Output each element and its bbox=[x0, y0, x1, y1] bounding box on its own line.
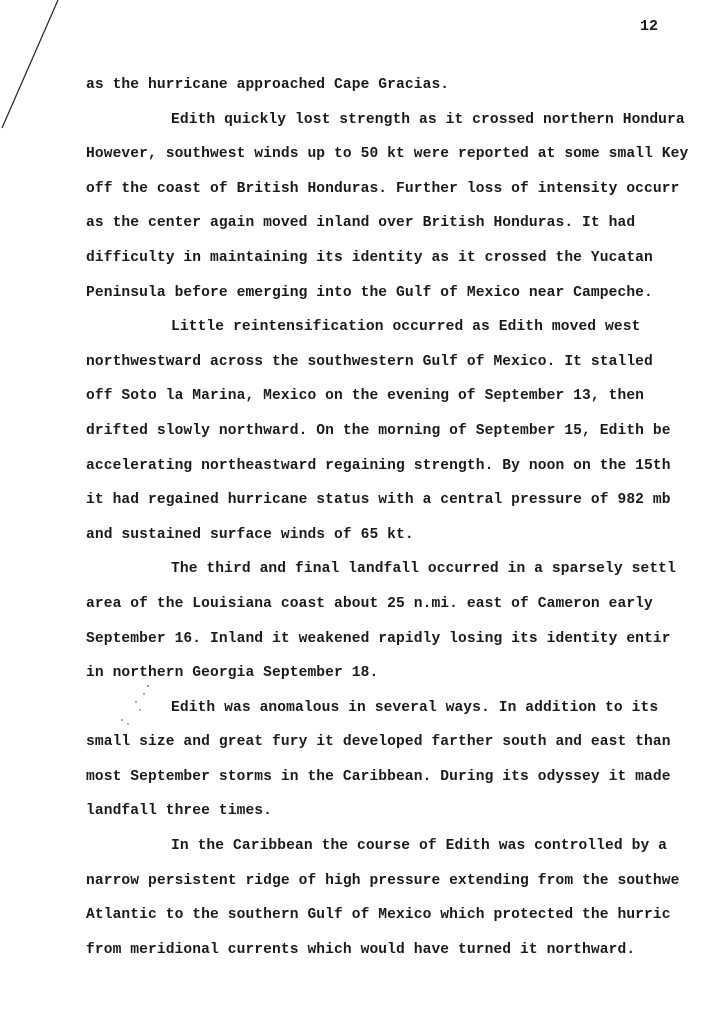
text-line: as the center again moved inland over British Honduras. It had bbox=[86, 215, 636, 232]
text-line: from meridional currents which would have turned it northward. bbox=[86, 941, 636, 958]
text-line: Atlantic to the southern Gulf of Mexico which protected the hurric bbox=[86, 907, 671, 924]
text-line: as the hurricane approached Cape Gracias. bbox=[86, 77, 450, 93]
text-line: off Soto la Marina, Mexico on the evening of September 13, then bbox=[86, 388, 645, 405]
text-line: Edith quickly lost strength as it crossed northern Hondura bbox=[171, 111, 685, 128]
text-line: in northern Georgia September 18. bbox=[86, 665, 379, 682]
text-line: and sustained surface winds of 65 kt. bbox=[86, 526, 414, 543]
text-line: accelerating northeastward regaining strength. By noon on the 15th bbox=[86, 457, 671, 474]
text-line: drifted slowly northward. On the morning of September 15, Edith be bbox=[86, 422, 671, 439]
page-number: 12 bbox=[640, 18, 659, 35]
text-line: northwestward across the southwestern Gulf of Mexico. It stalled bbox=[86, 353, 653, 370]
text-line: Edith was anomalous in several ways. In addition to its bbox=[171, 699, 659, 716]
text-line: most September storms in the Caribbean. During its odyssey it made bbox=[86, 768, 671, 785]
text-line: Peninsula before emerging into the Gulf of Mexico near Campeche. bbox=[86, 284, 653, 301]
body-text bbox=[86, 68, 706, 967]
text-line: In the Caribbean the course of Edith was controlled by a bbox=[171, 838, 668, 855]
text-line: area of the Louisiana coast about 25 n.mi. east of Cameron early bbox=[86, 595, 653, 612]
text-line: small size and great fury it developed farther south and east than bbox=[86, 734, 671, 751]
text-line: However, southwest winds up to 50 kt were reported at some small Key bbox=[86, 146, 689, 163]
text-line: Little reintensification occurred as Edith moved west bbox=[171, 319, 641, 336]
text-line: landfall three times. bbox=[86, 803, 273, 820]
margin-line bbox=[0, 0, 70, 140]
text-line: off the coast of British Honduras. Further loss of intensity occurr bbox=[86, 180, 680, 197]
text-line: difficulty in maintaining its identity as it crossed the Yucatan bbox=[86, 249, 653, 266]
text-line: September 16. Inland it weakened rapidly losing its identity entir bbox=[86, 630, 671, 647]
text-line: narrow persistent ridge of high pressure extending from the southwe bbox=[86, 872, 680, 889]
text-line: it had regained hurricane status with a central pressure of 982 mb bbox=[86, 492, 671, 509]
text-line: The third and final landfall occurred in a sparsely settl bbox=[171, 561, 676, 578]
